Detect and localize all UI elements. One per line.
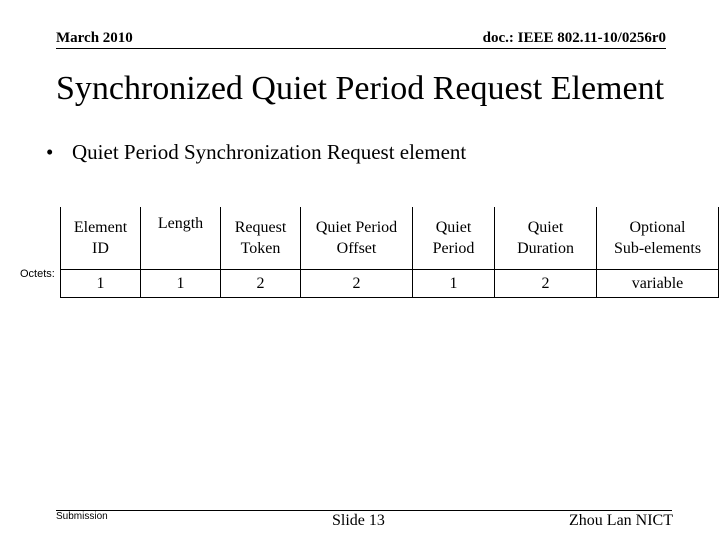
field-name-row bbox=[61, 207, 719, 270]
header-date: March 2010 bbox=[56, 30, 133, 46]
bullet-text: Quiet Period Synchronization Request element bbox=[72, 140, 467, 164]
octets-quiet-period: 1 bbox=[413, 270, 495, 298]
footer-slide-number: Slide 13 bbox=[332, 512, 385, 529]
octets-quiet-period-offset: 2 bbox=[301, 270, 413, 298]
octets-row-label: Octets: bbox=[20, 268, 55, 280]
field-request-token: Request Token bbox=[221, 207, 301, 270]
octets-request-token: 2 bbox=[221, 270, 301, 298]
octets-quiet-duration: 2 bbox=[495, 270, 597, 298]
slide-title: Synchronized Quiet Period Request Element bbox=[55, 70, 665, 107]
field-quiet-duration: Quiet Duration bbox=[495, 207, 597, 270]
field-optional-subelements: Optional Sub-elements bbox=[597, 207, 719, 270]
footer-author: Zhou Lan NICT bbox=[569, 512, 673, 529]
field-element-id: Element ID bbox=[61, 207, 141, 270]
header-document-id: doc.: IEEE 802.11-10/0256r0 bbox=[482, 30, 666, 46]
element-format-table bbox=[60, 207, 719, 298]
bullet-item bbox=[46, 140, 466, 165]
octets-element-id: 1 bbox=[61, 270, 141, 298]
octets-optional-subelements: variable bbox=[597, 270, 719, 298]
header-divider bbox=[56, 48, 666, 49]
field-length: Length bbox=[141, 207, 221, 270]
octets-length: 1 bbox=[141, 270, 221, 298]
bullet-dot: • bbox=[46, 140, 54, 164]
octets-row bbox=[61, 270, 719, 298]
field-quiet-period: Quiet Period bbox=[413, 207, 495, 270]
footer-submission: Submission bbox=[56, 511, 108, 522]
field-quiet-period-offset: Quiet Period Offset bbox=[301, 207, 413, 270]
footer-divider bbox=[56, 510, 672, 511]
